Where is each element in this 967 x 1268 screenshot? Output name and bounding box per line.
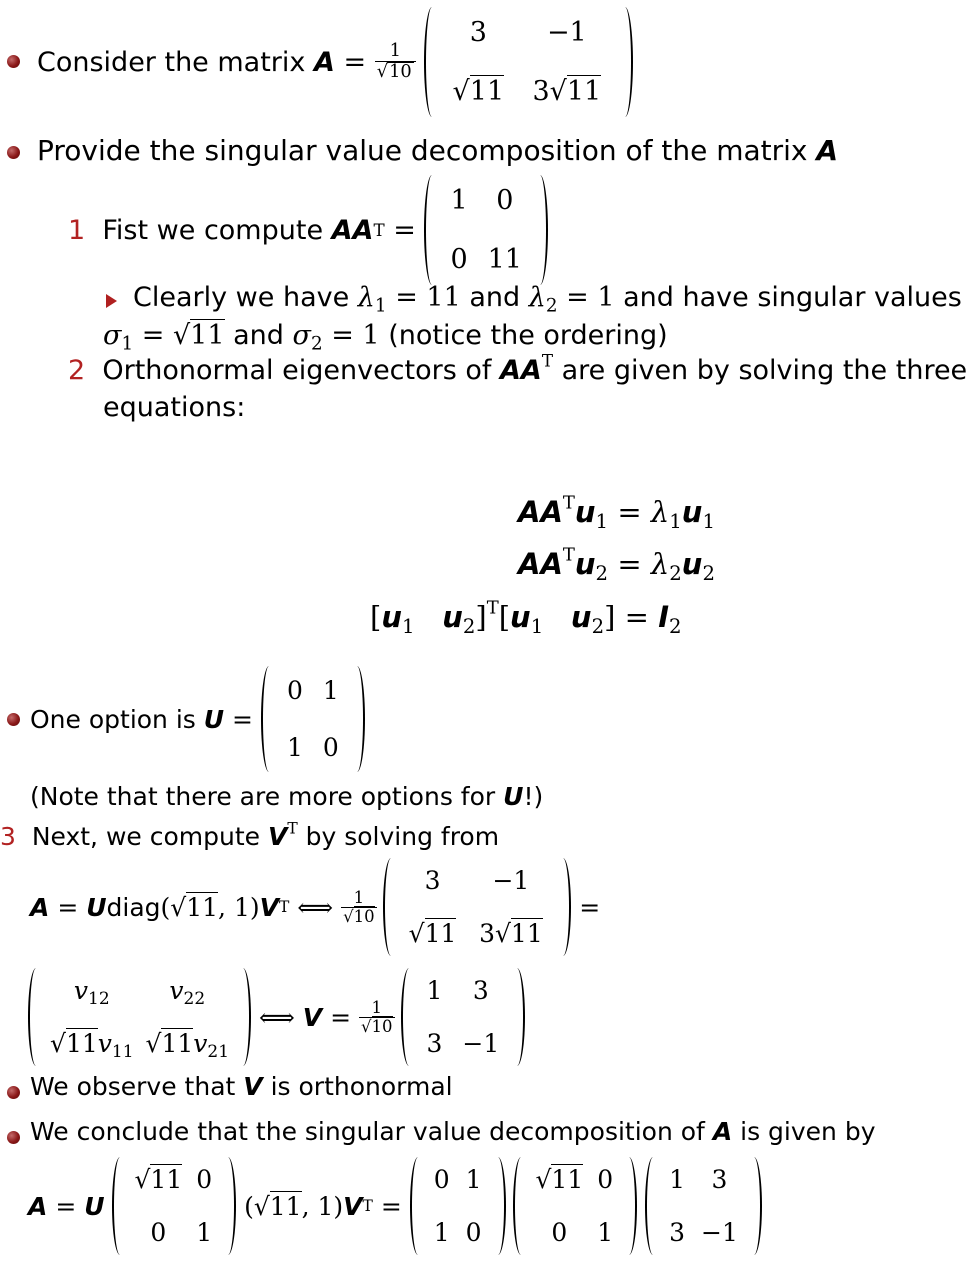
clearly-line1: Clearly we have $\lambda_1 = 11$ and $\lambda_2 = 1$ and have singular values — [133, 282, 962, 317]
equation-2: $AA^Tu_2 = \lambda_2u_2$ — [518, 544, 715, 585]
step2-num: 2 — [68, 355, 86, 386]
matrix-aat: 1 0 0 11 — [424, 175, 548, 285]
clearly-t5: (notice the ordering) — [388, 320, 668, 351]
clearly-line2: $\sigma_1 = √11$ and $\sigma_2 = 1$ (notice the ordering) — [103, 320, 668, 355]
clearly-t3: and have singular values — [623, 282, 962, 313]
step3-num: 3 — [0, 822, 16, 851]
triangle-bullet-icon — [106, 294, 117, 308]
line-observe: We observe that V is orthonormal — [30, 1072, 453, 1101]
matrix-a: 3 −1 √11 3√11 — [424, 7, 633, 117]
line-conclude: We conclude that the singular value decomposition of A is given by — [30, 1117, 876, 1146]
step1: 1 Fist we compute AA T = 1 0 0 11 — [68, 174, 548, 286]
conclude-t1: We conclude that the singular value decomposition of — [30, 1117, 705, 1146]
step1-text: Fist we compute — [102, 214, 324, 246]
step3-t2: by solving from — [305, 822, 500, 851]
step1-num: 1 — [68, 214, 86, 246]
note-text: (Note that there are more options for — [30, 782, 496, 811]
line-note: (Note that there are more options for U!) — [30, 782, 544, 811]
line-consider: Consider the matrix A = $\frac{1}{√10}$ 3 −1 √11 3√11 — [37, 6, 633, 118]
step2-line2 — [103, 392, 245, 423]
observe-t2: is orthonormal — [270, 1072, 453, 1101]
note-end: !) — [523, 782, 544, 811]
conclude-t2: is given by — [740, 1117, 876, 1146]
matrix-u: 0 1 1 0 — [261, 666, 365, 772]
bullet-icon — [7, 1131, 20, 1144]
step2-line1: 2 Orthonormal eigenvectors of $AA^T$ are given by solving the three — [68, 350, 967, 386]
equation-final: A = U √11 0 0 1 (√11, 1) V T = 0 1 1 0 √11 0 0 1 1 3 3 −1 — [28, 1150, 762, 1262]
line-provide: Provide the singular value decomposition of the matrix A — [37, 134, 839, 167]
matrix-u-final: 0 1 1 0 — [410, 1157, 506, 1255]
matrix-vt-final: 1 3 3 −1 — [645, 1157, 762, 1255]
matrix-v: 1 3 3 −1 — [401, 968, 526, 1066]
clearly-t2: and — [469, 282, 521, 313]
equation-3: [$u_1$ $u_2]^T[u_1$ $u_2] = I_2$ — [370, 597, 682, 638]
observe-t1: We observe that — [30, 1072, 236, 1101]
matrix-v-elements: $v_{12}$ $v_{22}$ $√11v_{11}$ $√11v_{21}$ — [28, 968, 251, 1066]
clearly-t1: Clearly we have — [133, 282, 350, 313]
step3-t1: Next, we compute — [31, 822, 261, 851]
line2-text: Provide the singular value decomposition of the matrix — [37, 134, 808, 167]
bullet-icon — [7, 713, 20, 726]
equation-v: $v_{12}$ $v_{22}$ $√11v_{11}$ $√11v_{21}$ ⟺ V = $\frac{1}{√10}$ 1 3 3 −1 — [28, 962, 525, 1072]
bullet-icon — [7, 55, 20, 68]
step3-line1: 3 Next, we compute $V^T$ by solving from — [0, 819, 500, 851]
matrix-sigma: √11 0 0 1 — [112, 1157, 236, 1255]
bullet-icon — [7, 1086, 20, 1099]
clearly-t4: and — [233, 320, 284, 351]
option-text: One option is — [30, 704, 196, 734]
line-option: One option is U = 0 1 1 0 — [30, 665, 365, 773]
matrix-sigma-final: √11 0 0 1 — [513, 1157, 637, 1255]
step2-t3: equations: — [103, 392, 246, 423]
equation-a-decomp: A = U diag (√11, 1) V T ⟺ $\frac{1}{√10}$ 3 −1 √11 3√11 = — [30, 852, 600, 962]
bullet-icon — [7, 146, 20, 159]
step2-t2: are given by solving the three — [561, 355, 967, 386]
step2-t1: Orthonormal eigenvectors of — [102, 355, 492, 386]
line1-text: Consider the matrix — [37, 46, 306, 78]
matrix-a-repeat: 3 −1 √11 3√11 — [383, 858, 572, 956]
equation-1: $AA^Tu_1 = \lambda_1u_1$ — [518, 492, 715, 533]
